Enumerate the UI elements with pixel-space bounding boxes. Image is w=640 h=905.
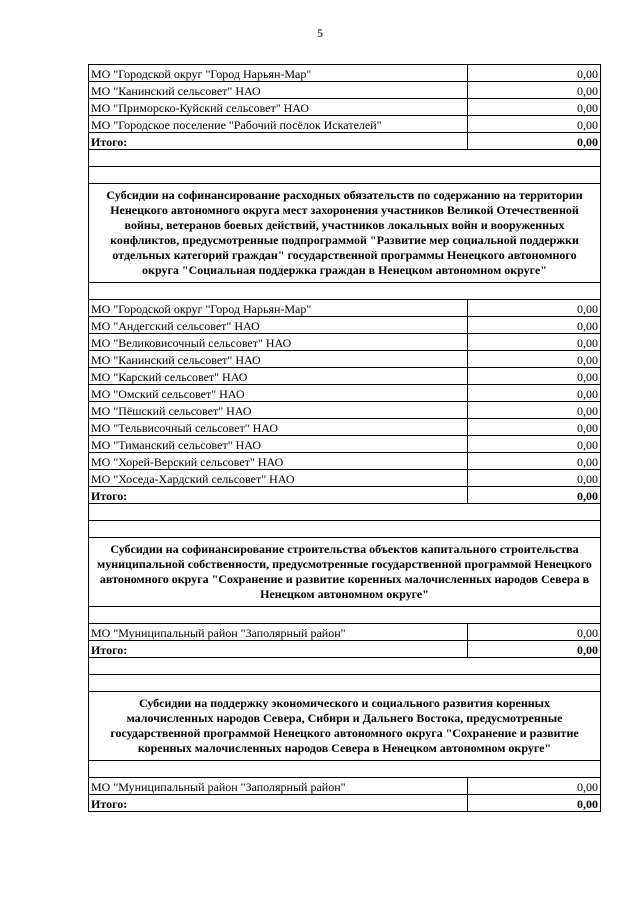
table-row (89, 470, 601, 487)
table-row (89, 334, 601, 351)
municipality-name: МО "Муниципальный район "Заполярный район" (89, 778, 468, 795)
total-label: Итого: (89, 487, 468, 504)
amount-value: 0,00 (468, 65, 601, 82)
table-row (89, 300, 601, 317)
municipality-name: МО "Городское поселение "Рабочий посёлок Искателей" (89, 116, 468, 133)
total-row (89, 133, 601, 150)
amount-value: 0,00 (468, 99, 601, 116)
spacer-row (89, 283, 601, 300)
spacer-cell (89, 504, 601, 521)
amount-value: 0,00 (468, 470, 601, 487)
total-label: Итого: (89, 795, 468, 812)
amount-value: 0,00 (468, 116, 601, 133)
amount-value: 0,00 (468, 402, 601, 419)
spacer-row (89, 658, 601, 675)
municipality-name: МО "Тиманский сельсовет" НАО (89, 436, 468, 453)
total-value: 0,00 (468, 641, 601, 658)
municipality-name: МО "Канинский сельсовет" НАО (89, 82, 468, 99)
subsidy-table (88, 64, 601, 812)
amount-value: 0,00 (468, 624, 601, 641)
municipality-name: МО "Тельвисочный сельсовет" НАО (89, 419, 468, 436)
spacer-cell (89, 675, 601, 692)
spacer-cell (89, 521, 601, 538)
amount-value: 0,00 (468, 317, 601, 334)
amount-value: 0,00 (468, 300, 601, 317)
amount-value: 0,00 (468, 368, 601, 385)
amount-value: 0,00 (468, 453, 601, 470)
municipality-name: МО "Хоседа-Хардский сельсовет" НАО (89, 470, 468, 487)
table-row (89, 65, 601, 82)
table-row (89, 351, 601, 368)
section-heading-row (89, 184, 601, 283)
municipality-name: МО "Муниципальный район "Заполярный район" (89, 624, 468, 641)
amount-value: 0,00 (468, 419, 601, 436)
spacer-cell (89, 607, 601, 624)
page-number: 5 (317, 26, 323, 40)
table-row (89, 453, 601, 470)
section-heading-row (89, 692, 601, 761)
spacer-cell (89, 658, 601, 675)
municipality-name: МО "Андегский сельсовет" НАО (89, 317, 468, 334)
municipality-name: МО "Карский сельсовет" НАО (89, 368, 468, 385)
table-row (89, 419, 601, 436)
amount-value: 0,00 (468, 334, 601, 351)
spacer-row (89, 675, 601, 692)
total-row (89, 641, 601, 658)
section-heading: Субсидии на софинансирование расходных обязательств по содержанию на территории Ненецкого автономного округа мест захоронения участников Великой Отечественной войны, ветеранов боевых действий, участников локальных войн и вооруженных конфликтов, предусмотренные подпрограммой "Развитие мер социальной поддержки отдельных категорий граждан" государственной программы Ненецкого автономного округа "Социальная поддержка граждан в Ненецком автономном округе" (89, 184, 601, 283)
municipality-name: МО "Хорей-Верский сельсовет" НАО (89, 453, 468, 470)
table-row (89, 99, 601, 116)
section-heading: Субсидии на поддержку экономического и социального развития коренных малочисленных народов Севера, Сибири и Дальнего Востока, предусмотренные государственной программой Ненецкого автономного округа "Сохранение и развитие коренных малочисленных народов Севера в Ненецком автономном округе" (89, 692, 601, 761)
section-heading-row (89, 538, 601, 607)
total-label: Итого: (89, 641, 468, 658)
amount-value: 0,00 (468, 778, 601, 795)
table-row (89, 778, 601, 795)
table-row (89, 368, 601, 385)
table-row (89, 116, 601, 133)
municipality-name: МО "Городской округ "Город Нарьян-Мар" (89, 65, 468, 82)
amount-value: 0,00 (468, 351, 601, 368)
municipality-name: МО "Канинский сельсовет" НАО (89, 351, 468, 368)
spacer-row (89, 521, 601, 538)
spacer-cell (89, 167, 601, 184)
spacer-cell (89, 283, 601, 300)
municipality-name: МО "Городской округ "Город Нарьян-Мар" (89, 300, 468, 317)
table-row (89, 317, 601, 334)
spacer-cell (89, 150, 601, 167)
amount-value: 0,00 (468, 82, 601, 99)
spacer-row (89, 761, 601, 778)
municipality-name: МО "Омский сельсовет" НАО (89, 385, 468, 402)
spacer-row (89, 504, 601, 521)
section-heading: Субсидии на софинансирование строительства объектов капитального строительства муниципальной собственности, предусмотренные государственной программой Ненецкого автономного округа "Сохранение и развитие коренных малочисленных народов Севера в Ненецком автономном округе" (89, 538, 601, 607)
total-label: Итого: (89, 133, 468, 150)
table-row (89, 385, 601, 402)
spacer-row (89, 150, 601, 167)
spacer-cell (89, 761, 601, 778)
table-row (89, 436, 601, 453)
total-value: 0,00 (468, 133, 601, 150)
total-value: 0,00 (468, 795, 601, 812)
municipality-name: МО "Приморско-Куйский сельсовет" НАО (89, 99, 468, 116)
subsidy-table-body (89, 65, 601, 812)
total-row (89, 795, 601, 812)
municipality-name: МО "Пёшский сельсовет" НАО (89, 402, 468, 419)
table-row (89, 624, 601, 641)
table-row (89, 402, 601, 419)
total-row (89, 487, 601, 504)
total-value: 0,00 (468, 487, 601, 504)
amount-value: 0,00 (468, 385, 601, 402)
spacer-row (89, 167, 601, 184)
spacer-row (89, 607, 601, 624)
municipality-name: МО "Великовисочный сельсовет" НАО (89, 334, 468, 351)
table-row (89, 82, 601, 99)
amount-value: 0,00 (468, 436, 601, 453)
